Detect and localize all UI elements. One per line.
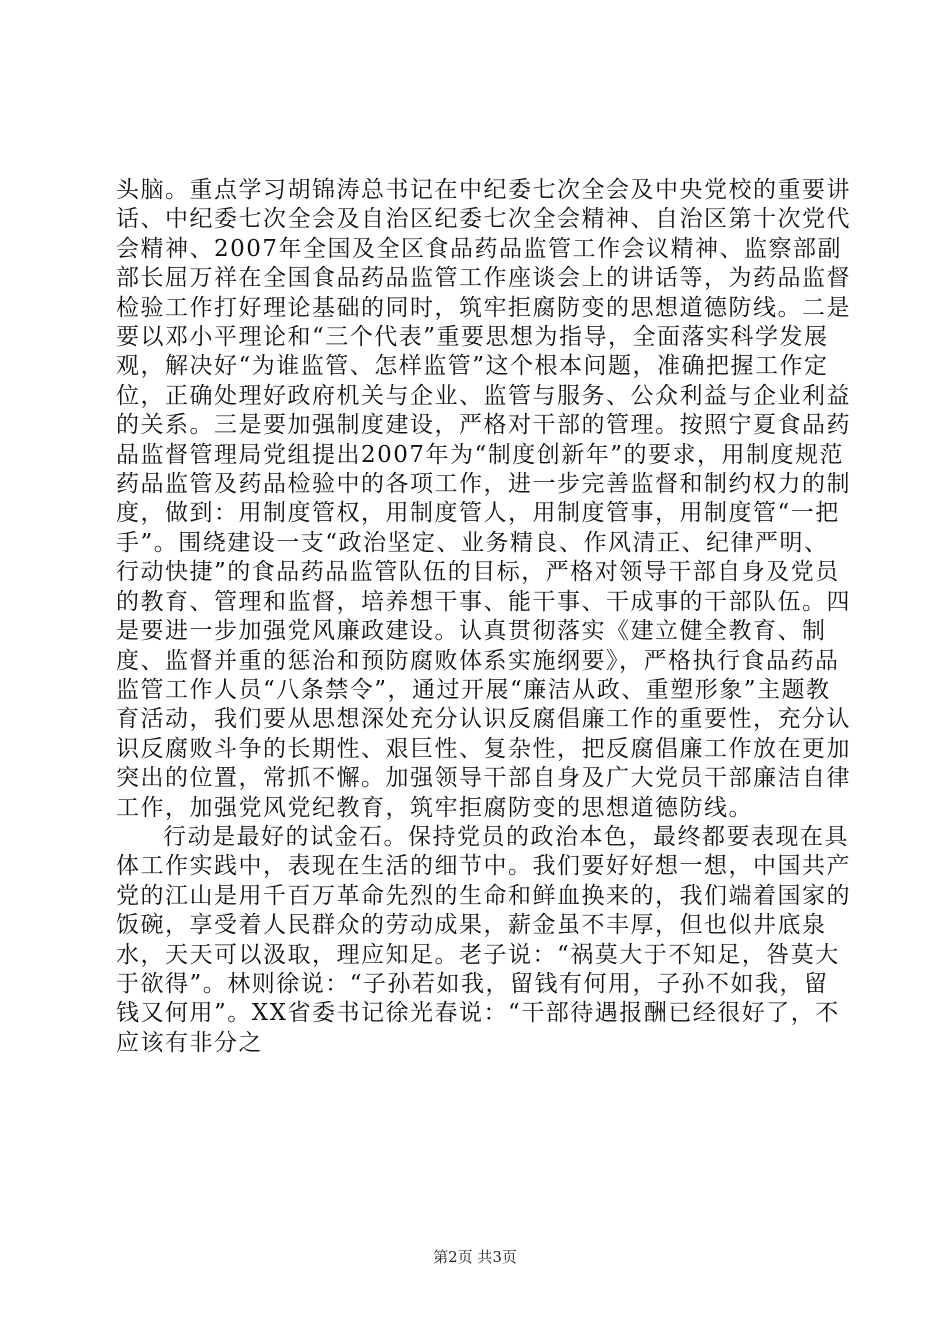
paragraph-continued: 头脑。重点学习胡锦涛总书记在中纪委七次全会及中央党校的重要讲话、中纪委七次全会及自治区纪委七次全会精神、自治区第十次党代会精神、2007年全国及全区食品药品监管工作会议精神、监察部副部长屈万祥在全国食品药品监管工作座谈会上的讲话等，为药品监督检验工作打好理论基础的同时，筑牢拒腐防变的思想道德防线。二是要以邓小平理论和“三个代表”重要思想为指导，全面落实科学发展观，解决好“为谁监管、怎样监管”这个根本问题，准确把握工作定位，正确处理好政府机关与企业、监管与服务、公众利益与企业利益的关系。三是要加强制度建设，严格对干部的管理。按照宁夏食品药品监督管理局党组提出2007年为“制度创新年”的要求，用制度规范药品监管及药品检验中的各项工作，进一步完善监督和制约权力的制度，做到：用制度管权，用制度管人，用制度管事，用制度管“一把手”。围绕建设一支“政治坚定、业务精良、作风清正、纪律严明、行动快捷”的食品药品监管队伍的目标，严格对领导干部自身及党员的教育、管理和监督，培养想干事、能干事、干成事的干部队伍。四是要进一步加强党风廉政建设。认真贯彻落实《建立健全教育、制度、监督并重的惩治和预防腐败体系实施纲要》，严格执行食品药品监管工作人员“八条禁令”，通过开展“廉洁从政、重塑形象”主题教育活动，我们要从思想深处充分认识反腐倡廉工作的重要性，充分认识反腐败斗争的长期性、艰巨性、复杂性，把反腐倡廉工作放在更加突出的位置，常抓不懈。加强领导干部自身及广大党员干部廉洁自律工作，加强党风党纪教育，筑牢拒腐防变的思想道德防线。 (116, 177, 851, 821)
body-text (116, 176, 852, 1058)
page-footer: 第2页 共3页 (433, 1248, 517, 1266)
paragraph-action: 行动是最好的试金石。保持党员的政治本色，最终都要表现在具体工作实践中，表现在生活的细节中。我们要好好想一想，中国共产党的江山是用千百万革命先烈的生命和鲜血换来的，我们端着国家的饭碗，享受着人民群众的劳动成果，薪金虽不丰厚，但也似井底泉水，天天可以汲取，理应知足。老子说：“祸莫大于不知足，咎莫大于欲得”。林则徐说：“子孙若如我，留钱有何用，子孙不如我，留钱又何用”。XX省委书记徐光春说：“干部待遇报酬已经很好了，不应该有非分之 (116, 823, 851, 1056)
